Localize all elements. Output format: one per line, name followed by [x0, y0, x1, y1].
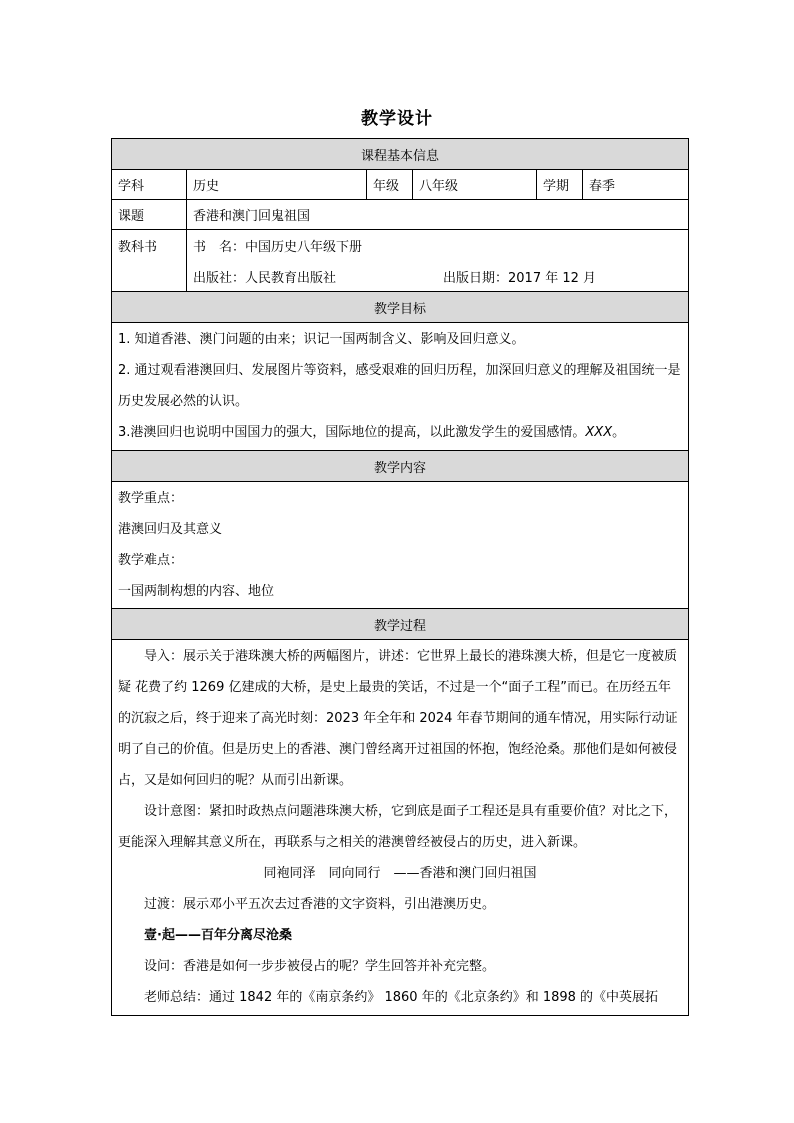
subject-label: 学科: [112, 170, 187, 200]
lesson-plan-table: [111, 138, 689, 1016]
term-value: 春季: [583, 170, 689, 200]
objectives-list: [112, 323, 689, 451]
objective-item-3-text: 3.港澳回归也说明中国国力的强大，国际地位的提高，以此激发学生的爱国感情。: [118, 425, 586, 440]
objective-item-3-suffix: XXX: [585, 425, 613, 440]
textbook-publisher-row: [187, 262, 689, 292]
objective-item-2: 2. 通过观看港澳回归、发展图片等资料，感受艰难的回归历程，加深回归意义的理解及祖国统一是历史发展必然的认识。: [118, 363, 681, 409]
content-block: [112, 482, 689, 609]
objective-item-3: [118, 417, 682, 448]
objective-item-1: 1. 知道香港、澳门问题的由来；识记一国两制含义、影响及回归意义。: [118, 332, 525, 347]
process-block: [112, 640, 689, 1016]
difficulty-label: 教学难点：: [118, 553, 184, 568]
grade-value: 八年级: [413, 170, 537, 200]
grade-label: 年级: [367, 170, 413, 200]
publisher: 出版社：人民教育出版社: [193, 270, 337, 286]
lesson-theme: 同袍同泽 同向同行 ——香港和澳门回归祖国: [263, 866, 537, 881]
lesson-label: 课题: [112, 200, 187, 230]
section-heading-1: 壹·起——百年分离尽沧桑: [144, 928, 292, 943]
section-basic-info: 课程基本信息: [112, 139, 689, 170]
question-paragraph: 设问：香港是如何一步步被侵占的呢？学生回答并补充完整。: [144, 959, 496, 974]
design-intent-paragraph: 设计意图：紧扣时政热点问题港珠澳大桥，它到底是面子工程还是具有重要价值？对比之下，更能深入理解其意义所在，再联系与之相关的港澳曾经被侵占的历史，进入新课。: [118, 804, 678, 850]
objective-item-3-end: 。: [612, 425, 626, 440]
publish-date: 出版日期：2017 年 12 月: [443, 270, 597, 286]
term-label: 学期: [537, 170, 583, 200]
textbook-label: 教科书: [112, 230, 187, 292]
document-title: 教学设计: [361, 109, 433, 129]
section-process: 教学过程: [112, 609, 689, 640]
lesson-value: 香港和澳门回鬼祖国: [187, 200, 689, 230]
teacher-summary: 老师总结：通过 1842 年的《南京条约》 1860 年的《北京条约》和 1898 的《中英展拓: [144, 990, 659, 1005]
difficulty-value: 一国两制构想的内容、地位: [118, 584, 275, 599]
key-point-label: 教学重点：: [118, 491, 184, 506]
transition-paragraph: 过渡：展示邓小平五次去过香港的文字资料，引出港澳历史。: [144, 897, 496, 912]
section-content: 教学内容: [112, 451, 689, 482]
textbook-name: 书 名：中国历史八年级下册: [187, 230, 689, 262]
subject-value: 历史: [187, 170, 367, 200]
key-point-value: 港澳回归及其意义: [118, 522, 223, 537]
intro-paragraph: 导入：展示关于港珠澳大桥的两幅图片，讲述：它世界上最长的港珠澳大桥，但是它一度被质疑 花费了约 1269 亿建成的大桥，是史上最贵的笑话，不过是一个“面子工程”而已。在历经五年的沉寂之后，终于迎来了高光时刻：2023 年全年和 2024 年春节期间的通车情况，用实际行动证明了自己的价值。但是历史上的香港、澳门曾经离开过祖国的怀抱，饱经沧桑。那他们是如何被侵占，又是如何回归的呢？从而引出新课。: [118, 649, 678, 788]
section-objectives: 教学目标: [112, 292, 689, 323]
